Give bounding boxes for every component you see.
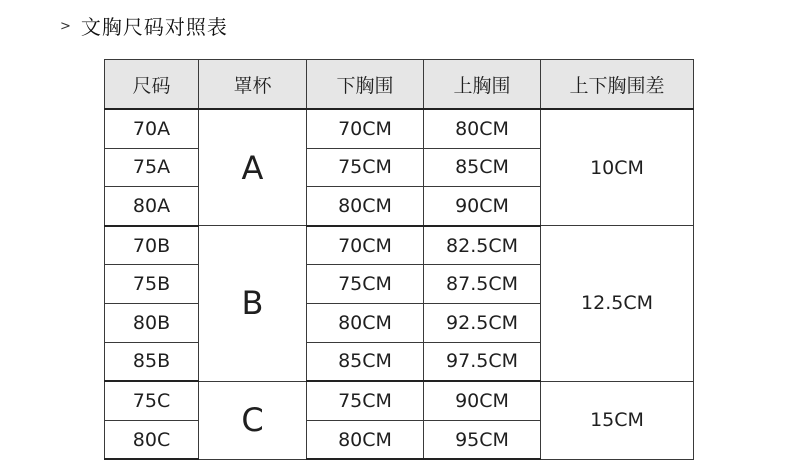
underbust-cell: 85CM <box>307 342 424 381</box>
overbust-cell: 90CM <box>424 187 541 226</box>
size-cell: 70B <box>105 226 199 265</box>
table-header-row <box>105 60 694 110</box>
table-row <box>105 381 694 420</box>
underbust-cell: 75CM <box>307 265 424 304</box>
cup-cell: A <box>199 109 307 226</box>
size-cell: 70A <box>105 109 199 148</box>
table-row <box>105 109 694 148</box>
difference-cell: 10CM <box>541 109 694 226</box>
size-cell: 80C <box>105 420 199 459</box>
size-cell: 75C <box>105 381 199 420</box>
overbust-cell: 90CM <box>424 381 541 420</box>
size-cell: 75B <box>105 265 199 304</box>
overbust-cell: 97.5CM <box>424 342 541 381</box>
underbust-cell: 80CM <box>307 187 424 226</box>
difference-cell: 12.5CM <box>541 226 694 381</box>
size-cell: 85B <box>105 342 199 381</box>
table-row <box>105 226 694 265</box>
header-size: 尺码 <box>105 60 199 110</box>
underbust-cell: 80CM <box>307 303 424 342</box>
chevron-right-icon: > <box>60 19 71 34</box>
header-difference: 上下胸围差 <box>541 60 694 110</box>
underbust-cell: 80CM <box>307 420 424 459</box>
cup-cell: C <box>199 381 307 459</box>
size-cell: 75A <box>105 148 199 187</box>
size-cell: 80B <box>105 303 199 342</box>
overbust-cell: 82.5CM <box>424 226 541 265</box>
size-cell: 80A <box>105 187 199 226</box>
underbust-cell: 70CM <box>307 226 424 265</box>
underbust-cell: 70CM <box>307 109 424 148</box>
header-overbust: 上胸围 <box>424 60 541 110</box>
overbust-cell: 92.5CM <box>424 303 541 342</box>
bra-size-table <box>104 59 694 460</box>
difference-cell: 15CM <box>541 381 694 459</box>
underbust-cell: 75CM <box>307 381 424 420</box>
overbust-cell: 85CM <box>424 148 541 187</box>
overbust-cell: 80CM <box>424 109 541 148</box>
underbust-cell: 75CM <box>307 148 424 187</box>
page-title: 文胸尺码对照表 <box>80 15 228 39</box>
page-heading <box>60 12 228 42</box>
cup-cell: B <box>199 226 307 381</box>
overbust-cell: 87.5CM <box>424 265 541 304</box>
header-cup: 罩杯 <box>199 60 307 110</box>
overbust-cell: 95CM <box>424 420 541 459</box>
header-underbust: 下胸围 <box>307 60 424 110</box>
